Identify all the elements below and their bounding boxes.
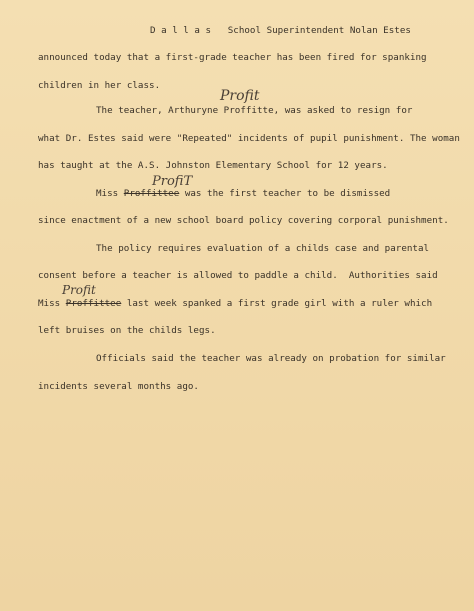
- dateline-text-mark: o: [355, 25, 361, 36]
- handwritten-correction-2: ProfiT: [152, 174, 193, 189]
- paragraph-3-line-2: since enactment of a new school board policy covering corporal punishment.: [38, 215, 449, 226]
- paragraph-2-line-3: has taught at the A.S. Johnston Elementary School for 12 years.: [38, 160, 388, 171]
- handwritten-correction-3: Profit: [62, 283, 96, 297]
- paragraph-1-line-2: children in her class.: [38, 80, 161, 91]
- paragraph-5-line-1: Officials said the teacher was already on probation for similar: [96, 353, 446, 364]
- paragraph-3-line-1: [96, 188, 390, 199]
- paragraph-2-line-1: The teacher, Arthuryne Proffitte, was asked to resign for: [96, 105, 413, 116]
- paragraph-4-line-1: The policy requires evaluation of a childs case and parental: [96, 243, 430, 254]
- paragraph-1-line-1: announced today that a first-grade teacher has been fired for spanking: [38, 52, 427, 63]
- struck-name-2: Proffittee: [65, 298, 122, 309]
- dateline-text-start: D a l l a s School Superintendent N: [150, 25, 356, 36]
- paragraph-3-text-end: was the first teacher to be dismissed: [179, 188, 391, 199]
- dateline-text-end: lan Estes: [360, 25, 411, 36]
- struck-name-1: Proffittee: [123, 188, 180, 199]
- paragraph-5-line-2: incidents several months ago.: [38, 381, 199, 392]
- paragraph-2-line-2: what Dr. Estes said were "Repeated" incidents of pupil punishment. The woman: [38, 133, 460, 144]
- paragraph-3-text-start: Miss: [96, 188, 124, 199]
- paragraph-4-text-end: last week spanked a first grade girl with a ruler which: [121, 298, 433, 309]
- dateline: [150, 25, 411, 36]
- handwritten-correction-1: Profit: [220, 88, 260, 104]
- paragraph-4-text-start: Miss: [38, 298, 66, 309]
- paragraph-4-line-3: [38, 298, 432, 309]
- paragraph-4-line-2: consent before a teacher is allowed to paddle a child. Authorities said: [38, 270, 438, 281]
- paragraph-4-line-4: left bruises on the childs legs.: [38, 325, 216, 336]
